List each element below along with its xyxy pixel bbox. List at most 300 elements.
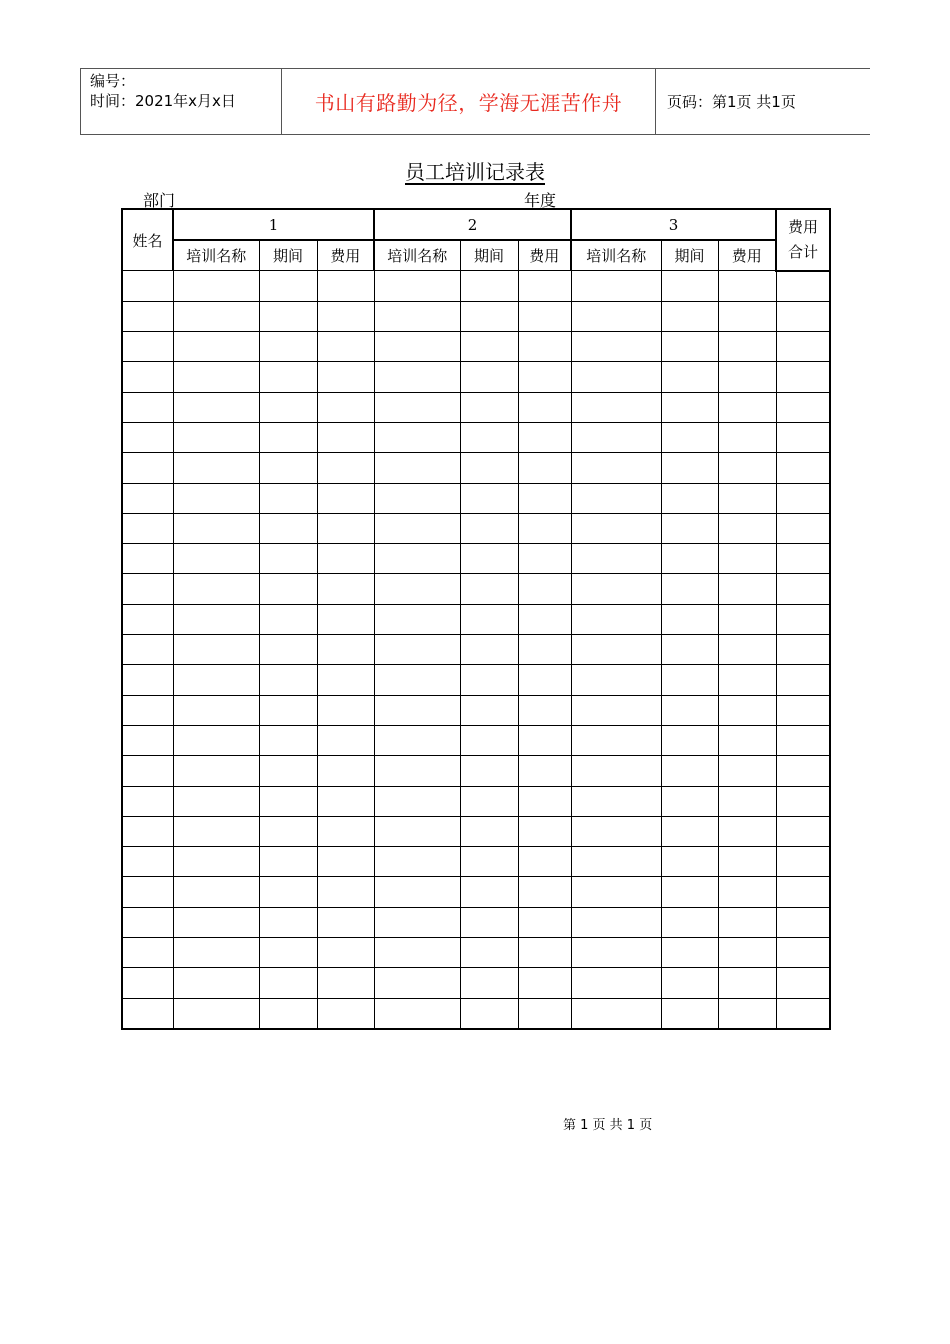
cost-cell[interactable] xyxy=(518,816,571,846)
training-name-cell[interactable] xyxy=(173,544,259,574)
training-name-cell[interactable] xyxy=(374,907,460,937)
period-cell[interactable] xyxy=(661,513,718,543)
training-name-cell[interactable] xyxy=(571,968,661,998)
cost-cell[interactable] xyxy=(518,635,571,665)
training-name-cell[interactable] xyxy=(374,877,460,907)
training-name-cell[interactable] xyxy=(173,332,259,362)
period-cell[interactable] xyxy=(661,877,718,907)
training-name-cell[interactable] xyxy=(173,938,259,968)
training-name-cell[interactable] xyxy=(374,544,460,574)
period-cell[interactable] xyxy=(259,301,317,331)
total-cost-cell[interactable] xyxy=(776,544,830,574)
cost-cell[interactable] xyxy=(518,877,571,907)
total-cost-cell[interactable] xyxy=(776,604,830,634)
period-cell[interactable] xyxy=(259,453,317,483)
period-cell[interactable] xyxy=(259,786,317,816)
training-name-cell[interactable] xyxy=(374,604,460,634)
training-name-cell[interactable] xyxy=(571,422,661,452)
cost-cell[interactable] xyxy=(317,998,374,1029)
cost-cell[interactable] xyxy=(718,635,776,665)
cost-cell[interactable] xyxy=(317,301,374,331)
training-name-cell[interactable] xyxy=(571,877,661,907)
period-cell[interactable] xyxy=(259,725,317,755)
name-cell[interactable] xyxy=(122,362,173,392)
training-name-cell[interactable] xyxy=(571,574,661,604)
sub-header-cost: 费用 xyxy=(518,240,571,271)
period-cell[interactable] xyxy=(259,998,317,1029)
cost-cell[interactable] xyxy=(317,422,374,452)
total-cost-cell[interactable] xyxy=(776,453,830,483)
period-cell[interactable] xyxy=(460,422,518,452)
name-cell[interactable] xyxy=(122,635,173,665)
period-cell[interactable] xyxy=(661,725,718,755)
training-name-cell[interactable] xyxy=(571,301,661,331)
cost-cell[interactable] xyxy=(518,392,571,422)
period-cell[interactable] xyxy=(259,544,317,574)
training-name-cell[interactable] xyxy=(374,301,460,331)
period-cell[interactable] xyxy=(661,998,718,1029)
period-cell[interactable] xyxy=(661,574,718,604)
cost-cell[interactable] xyxy=(518,544,571,574)
training-name-cell[interactable] xyxy=(173,392,259,422)
total-cost-cell[interactable] xyxy=(776,635,830,665)
cost-cell[interactable] xyxy=(518,271,571,302)
training-name-cell[interactable] xyxy=(374,332,460,362)
training-name-cell[interactable] xyxy=(571,665,661,695)
training-name-cell[interactable] xyxy=(374,574,460,604)
cost-cell[interactable] xyxy=(718,332,776,362)
table-row xyxy=(122,544,830,574)
period-cell[interactable] xyxy=(460,604,518,634)
cost-cell[interactable] xyxy=(317,725,374,755)
period-cell[interactable] xyxy=(661,453,718,483)
training-name-cell[interactable] xyxy=(571,271,661,302)
period-cell[interactable] xyxy=(661,604,718,634)
cost-cell[interactable] xyxy=(718,483,776,513)
cost-cell[interactable] xyxy=(317,756,374,786)
name-cell[interactable] xyxy=(122,604,173,634)
cost-cell[interactable] xyxy=(718,362,776,392)
sub-header-period: 期间 xyxy=(259,240,317,271)
table-body xyxy=(122,271,830,1029)
training-name-cell[interactable] xyxy=(173,513,259,543)
period-cell[interactable] xyxy=(460,695,518,725)
name-header: 姓名 xyxy=(122,209,173,271)
training-name-cell[interactable] xyxy=(374,392,460,422)
name-cell[interactable] xyxy=(122,725,173,755)
training-name-cell[interactable] xyxy=(173,877,259,907)
period-cell[interactable] xyxy=(661,271,718,302)
cost-cell[interactable] xyxy=(718,695,776,725)
training-name-cell[interactable] xyxy=(374,422,460,452)
name-cell[interactable] xyxy=(122,453,173,483)
period-cell[interactable] xyxy=(661,786,718,816)
training-name-cell[interactable] xyxy=(571,725,661,755)
total-cost-cell[interactable] xyxy=(776,725,830,755)
period-cell[interactable] xyxy=(661,938,718,968)
name-cell[interactable] xyxy=(122,998,173,1029)
cost-cell[interactable] xyxy=(317,513,374,543)
training-name-cell[interactable] xyxy=(571,847,661,877)
name-cell[interactable] xyxy=(122,392,173,422)
period-cell[interactable] xyxy=(460,725,518,755)
name-cell[interactable] xyxy=(122,695,173,725)
cost-cell[interactable] xyxy=(518,998,571,1029)
total-cost-cell[interactable] xyxy=(776,332,830,362)
table-row xyxy=(122,907,830,937)
training-name-cell[interactable] xyxy=(173,756,259,786)
training-name-cell[interactable] xyxy=(374,695,460,725)
cost-cell[interactable] xyxy=(518,847,571,877)
cost-cell[interactable] xyxy=(317,392,374,422)
period-cell[interactable] xyxy=(259,604,317,634)
training-name-cell[interactable] xyxy=(173,907,259,937)
name-cell[interactable] xyxy=(122,483,173,513)
training-name-cell[interactable] xyxy=(571,392,661,422)
training-name-cell[interactable] xyxy=(374,786,460,816)
training-name-cell[interactable] xyxy=(571,635,661,665)
cost-cell[interactable] xyxy=(518,332,571,362)
period-cell[interactable] xyxy=(460,938,518,968)
training-name-cell[interactable] xyxy=(374,513,460,543)
total-cost-cell[interactable] xyxy=(776,574,830,604)
period-cell[interactable] xyxy=(661,695,718,725)
cost-cell[interactable] xyxy=(718,665,776,695)
total-cost-header-line2: 合计 xyxy=(788,242,819,261)
training-name-cell[interactable] xyxy=(374,725,460,755)
training-name-cell[interactable] xyxy=(374,968,460,998)
cost-cell[interactable] xyxy=(518,574,571,604)
cost-cell[interactable] xyxy=(718,756,776,786)
cost-cell[interactable] xyxy=(718,998,776,1029)
cost-cell[interactable] xyxy=(718,422,776,452)
cost-cell[interactable] xyxy=(718,816,776,846)
training-name-cell[interactable] xyxy=(173,725,259,755)
cost-cell[interactable] xyxy=(317,362,374,392)
period-cell[interactable] xyxy=(460,453,518,483)
table-row xyxy=(122,332,830,362)
training-name-cell[interactable] xyxy=(571,907,661,937)
cost-cell[interactable] xyxy=(518,938,571,968)
period-cell[interactable] xyxy=(460,786,518,816)
period-cell[interactable] xyxy=(259,513,317,543)
name-cell[interactable] xyxy=(122,968,173,998)
total-cost-cell[interactable] xyxy=(776,968,830,998)
training-name-cell[interactable] xyxy=(173,695,259,725)
cost-cell[interactable] xyxy=(518,604,571,634)
period-cell[interactable] xyxy=(259,362,317,392)
table-row xyxy=(122,422,830,452)
period-cell[interactable] xyxy=(661,968,718,998)
name-cell[interactable] xyxy=(122,301,173,331)
cost-cell[interactable] xyxy=(718,938,776,968)
cost-cell[interactable] xyxy=(317,786,374,816)
name-cell[interactable] xyxy=(122,877,173,907)
cost-cell[interactable] xyxy=(317,544,374,574)
cost-cell[interactable] xyxy=(718,725,776,755)
period-cell[interactable] xyxy=(460,362,518,392)
period-cell[interactable] xyxy=(661,816,718,846)
cost-cell[interactable] xyxy=(718,604,776,634)
training-name-cell[interactable] xyxy=(571,362,661,392)
training-name-cell[interactable] xyxy=(374,938,460,968)
total-cost-cell[interactable] xyxy=(776,301,830,331)
cost-cell[interactable] xyxy=(518,786,571,816)
period-cell[interactable] xyxy=(661,483,718,513)
cost-cell[interactable] xyxy=(718,877,776,907)
training-name-cell[interactable] xyxy=(374,847,460,877)
training-name-cell[interactable] xyxy=(173,847,259,877)
name-cell[interactable] xyxy=(122,938,173,968)
cost-cell[interactable] xyxy=(718,301,776,331)
training-name-cell[interactable] xyxy=(173,665,259,695)
cost-cell[interactable] xyxy=(718,513,776,543)
total-cost-cell[interactable] xyxy=(776,392,830,422)
training-name-cell[interactable] xyxy=(173,635,259,665)
period-cell[interactable] xyxy=(259,938,317,968)
document-header xyxy=(80,68,870,135)
cost-cell[interactable] xyxy=(317,847,374,877)
training-name-cell[interactable] xyxy=(374,665,460,695)
training-name-cell[interactable] xyxy=(374,998,460,1029)
training-name-cell[interactable] xyxy=(374,362,460,392)
period-cell[interactable] xyxy=(259,665,317,695)
training-name-cell[interactable] xyxy=(173,422,259,452)
training-name-cell[interactable] xyxy=(571,453,661,483)
total-cost-cell[interactable] xyxy=(776,422,830,452)
training-name-cell[interactable] xyxy=(571,938,661,968)
training-name-cell[interactable] xyxy=(374,453,460,483)
training-name-cell[interactable] xyxy=(571,756,661,786)
cost-cell[interactable] xyxy=(317,695,374,725)
training-name-cell[interactable] xyxy=(571,695,661,725)
training-name-cell[interactable] xyxy=(571,998,661,1029)
period-cell[interactable] xyxy=(460,301,518,331)
table-row xyxy=(122,271,830,302)
period-cell[interactable] xyxy=(460,877,518,907)
period-cell[interactable] xyxy=(460,816,518,846)
cost-cell[interactable] xyxy=(718,907,776,937)
cost-cell[interactable] xyxy=(317,877,374,907)
period-cell[interactable] xyxy=(259,483,317,513)
training-name-cell[interactable] xyxy=(571,604,661,634)
total-cost-cell[interactable] xyxy=(776,665,830,695)
period-cell[interactable] xyxy=(460,392,518,422)
period-cell[interactable] xyxy=(460,635,518,665)
total-cost-cell[interactable] xyxy=(776,513,830,543)
training-name-cell[interactable] xyxy=(374,756,460,786)
period-cell[interactable] xyxy=(460,847,518,877)
training-name-cell[interactable] xyxy=(571,786,661,816)
name-cell[interactable] xyxy=(122,513,173,543)
header-row-groups xyxy=(122,209,830,240)
total-cost-cell[interactable] xyxy=(776,938,830,968)
total-cost-cell[interactable] xyxy=(776,877,830,907)
period-cell[interactable] xyxy=(460,271,518,302)
total-cost-cell[interactable] xyxy=(776,756,830,786)
cost-cell[interactable] xyxy=(718,392,776,422)
date-line: 时间：2021年x月x日 xyxy=(90,92,236,110)
period-cell[interactable] xyxy=(661,301,718,331)
training-name-cell[interactable] xyxy=(374,483,460,513)
period-cell[interactable] xyxy=(259,574,317,604)
name-cell[interactable] xyxy=(122,422,173,452)
cost-cell[interactable] xyxy=(718,786,776,816)
period-cell[interactable] xyxy=(661,635,718,665)
total-cost-cell[interactable] xyxy=(776,271,830,302)
cost-cell[interactable] xyxy=(317,938,374,968)
training-name-cell[interactable] xyxy=(173,483,259,513)
cost-cell[interactable] xyxy=(518,695,571,725)
training-name-cell[interactable] xyxy=(571,483,661,513)
name-cell[interactable] xyxy=(122,271,173,302)
period-cell[interactable] xyxy=(460,907,518,937)
total-cost-cell[interactable] xyxy=(776,816,830,846)
cost-cell[interactable] xyxy=(317,332,374,362)
period-cell[interactable] xyxy=(661,665,718,695)
training-name-cell[interactable] xyxy=(571,544,661,574)
cost-cell[interactable] xyxy=(518,665,571,695)
training-name-cell[interactable] xyxy=(173,998,259,1029)
total-cost-cell[interactable] xyxy=(776,847,830,877)
training-name-cell[interactable] xyxy=(173,816,259,846)
cost-cell[interactable] xyxy=(317,574,374,604)
training-name-cell[interactable] xyxy=(374,635,460,665)
training-name-cell[interactable] xyxy=(571,513,661,543)
table-row xyxy=(122,362,830,392)
training-name-cell[interactable] xyxy=(173,604,259,634)
period-cell[interactable] xyxy=(661,544,718,574)
period-cell[interactable] xyxy=(259,392,317,422)
period-cell[interactable] xyxy=(259,847,317,877)
training-name-cell[interactable] xyxy=(571,816,661,846)
period-cell[interactable] xyxy=(259,271,317,302)
total-cost-header xyxy=(776,209,830,271)
cost-cell[interactable] xyxy=(518,362,571,392)
training-name-cell[interactable] xyxy=(173,786,259,816)
table-row xyxy=(122,695,830,725)
period-cell[interactable] xyxy=(661,756,718,786)
cost-cell[interactable] xyxy=(518,422,571,452)
header-page-info: 页码：第1页 共1页 xyxy=(667,93,796,111)
total-cost-cell[interactable] xyxy=(776,998,830,1029)
table-row xyxy=(122,877,830,907)
training-name-cell[interactable] xyxy=(173,271,259,302)
period-cell[interactable] xyxy=(661,332,718,362)
group-header-1: 1 xyxy=(173,209,374,240)
cost-cell[interactable] xyxy=(518,907,571,937)
period-cell[interactable] xyxy=(460,574,518,604)
training-name-cell[interactable] xyxy=(173,362,259,392)
name-cell[interactable] xyxy=(122,786,173,816)
total-cost-header-line1: 费用 xyxy=(788,217,819,236)
period-cell[interactable] xyxy=(661,362,718,392)
cost-cell[interactable] xyxy=(317,604,374,634)
total-cost-cell[interactable] xyxy=(776,483,830,513)
period-cell[interactable] xyxy=(259,422,317,452)
period-cell[interactable] xyxy=(661,392,718,422)
cost-cell[interactable] xyxy=(718,544,776,574)
header-meta xyxy=(81,69,282,134)
name-cell[interactable] xyxy=(122,574,173,604)
period-cell[interactable] xyxy=(259,816,317,846)
training-name-cell[interactable] xyxy=(374,816,460,846)
period-cell[interactable] xyxy=(259,968,317,998)
name-cell[interactable] xyxy=(122,332,173,362)
total-cost-cell[interactable] xyxy=(776,907,830,937)
cost-cell[interactable] xyxy=(718,968,776,998)
cost-cell[interactable] xyxy=(317,635,374,665)
cost-cell[interactable] xyxy=(518,453,571,483)
name-cell[interactable] xyxy=(122,665,173,695)
cost-cell[interactable] xyxy=(518,513,571,543)
cost-cell[interactable] xyxy=(718,847,776,877)
name-cell[interactable] xyxy=(122,847,173,877)
cost-cell[interactable] xyxy=(518,483,571,513)
total-cost-cell[interactable] xyxy=(776,362,830,392)
training-name-cell[interactable] xyxy=(173,301,259,331)
cost-cell[interactable] xyxy=(317,271,374,302)
name-cell[interactable] xyxy=(122,907,173,937)
period-cell[interactable] xyxy=(460,968,518,998)
period-cell[interactable] xyxy=(259,695,317,725)
cost-cell[interactable] xyxy=(518,725,571,755)
cost-cell[interactable] xyxy=(317,968,374,998)
cost-cell[interactable] xyxy=(518,301,571,331)
name-cell[interactable] xyxy=(122,544,173,574)
period-cell[interactable] xyxy=(259,877,317,907)
training-name-cell[interactable] xyxy=(374,271,460,302)
period-cell[interactable] xyxy=(259,756,317,786)
training-name-cell[interactable] xyxy=(571,332,661,362)
cost-cell[interactable] xyxy=(317,907,374,937)
cost-cell[interactable] xyxy=(317,665,374,695)
sub-header-period: 期间 xyxy=(460,240,518,271)
period-cell[interactable] xyxy=(460,483,518,513)
form-title: 员工培训记录表 xyxy=(405,160,545,184)
cost-cell[interactable] xyxy=(317,453,374,483)
cost-cell[interactable] xyxy=(317,816,374,846)
cost-cell[interactable] xyxy=(518,968,571,998)
period-cell[interactable] xyxy=(460,665,518,695)
sub-header-training-name: 培训名称 xyxy=(173,240,259,271)
total-cost-cell[interactable] xyxy=(776,695,830,725)
cost-cell[interactable] xyxy=(718,574,776,604)
training-name-cell[interactable] xyxy=(173,574,259,604)
total-cost-cell[interactable] xyxy=(776,786,830,816)
period-cell[interactable] xyxy=(460,998,518,1029)
period-cell[interactable] xyxy=(460,332,518,362)
period-cell[interactable] xyxy=(259,332,317,362)
training-name-cell[interactable] xyxy=(173,453,259,483)
period-cell[interactable] xyxy=(460,513,518,543)
sub-header-cost: 费用 xyxy=(718,240,776,271)
cost-cell[interactable] xyxy=(718,453,776,483)
training-name-cell[interactable] xyxy=(173,968,259,998)
period-cell[interactable] xyxy=(460,756,518,786)
period-cell[interactable] xyxy=(661,422,718,452)
cost-cell[interactable] xyxy=(518,756,571,786)
cost-cell[interactable] xyxy=(317,483,374,513)
period-cell[interactable] xyxy=(661,847,718,877)
period-cell[interactable] xyxy=(460,544,518,574)
period-cell[interactable] xyxy=(661,907,718,937)
period-cell[interactable] xyxy=(259,635,317,665)
cost-cell[interactable] xyxy=(718,271,776,302)
period-cell[interactable] xyxy=(259,907,317,937)
name-cell[interactable] xyxy=(122,816,173,846)
name-cell[interactable] xyxy=(122,756,173,786)
